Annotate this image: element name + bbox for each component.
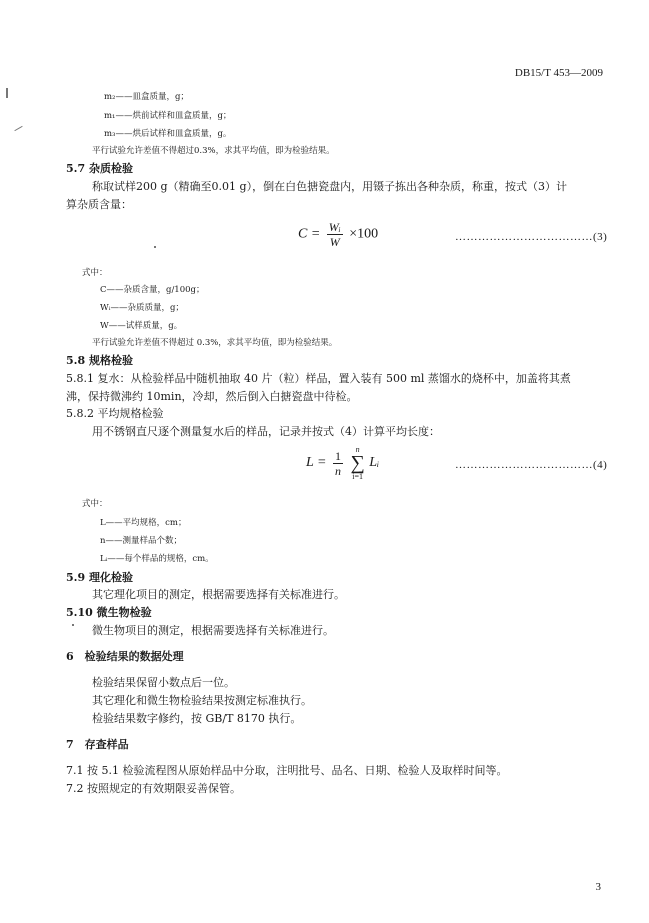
formula-4-term: Lᵢ xyxy=(369,455,380,471)
section-7-heading: 7 存查样品 xyxy=(66,738,129,751)
section-6-text-3: 检验结果数字修约，按 GB/T 8170 执行。 xyxy=(92,712,302,725)
where-label-2: 式中： xyxy=(82,499,108,509)
section-5-8-2-heading: 5.8.2 平均规格检验 xyxy=(66,407,164,420)
definition-li: Lᵢ——每个样品的规格，cm。 xyxy=(100,554,214,564)
section-5-8-1-text-2: 沸，保持微沸约 10min，冷却，然后倒入白搪瓷盘中待检。 xyxy=(66,390,358,403)
section-6-text-2: 其它理化和微生物检验结果按测定标准执行。 xyxy=(92,694,312,707)
scan-speck xyxy=(72,624,74,626)
definition-wi: Wᵢ——杂质质量，g； xyxy=(100,303,184,313)
section-6-text-1: 检验结果保留小数点后一位。 xyxy=(92,676,235,689)
summation-upper-limit: n xyxy=(355,445,360,454)
section-5-10-heading: 5.10 微生物检验 xyxy=(66,606,152,619)
formula-3-numerator: Wᵢ xyxy=(328,220,341,234)
formula-3-fraction xyxy=(327,220,343,249)
section-6-heading: 6 检验结果的数据处理 xyxy=(66,650,184,663)
definition-m1: m₁——烘前试样和皿盒质量，g； xyxy=(104,111,232,121)
definition-n: n——测量样品个数； xyxy=(100,536,182,546)
definition-m3: m₃——烘后试样和皿盒质量，g。 xyxy=(104,129,232,139)
formula-3-rhs: ×100 xyxy=(349,226,379,242)
note-parallel-test-1: 平行试验允许差值不得超过0.3%，求其平均值，即为检验结果。 xyxy=(92,146,335,156)
formula-3-denominator: W xyxy=(329,235,340,249)
formula-4 xyxy=(306,445,379,481)
definition-w: W——试样质量，g。 xyxy=(100,321,183,331)
section-5-7-text-1: 称取试样200 g（精确至0.01 g），倒在白色搪瓷盘内，用镊子拣出各种杂质，称重，按式（3）计 xyxy=(92,180,568,193)
section-5-9-heading: 5.9 理化检验 xyxy=(66,571,133,584)
where-label-1: 式中： xyxy=(82,268,108,278)
section-5-10-text: 微生物项目的测定，根据需要选择有关标准进行。 xyxy=(92,624,334,637)
definition-m2: m₂——皿盒质量，g； xyxy=(104,92,189,102)
scan-speck xyxy=(6,88,8,98)
definition-c: C——杂质含量，g/100g； xyxy=(100,285,205,295)
formula-4-numerator: 1 xyxy=(334,448,341,463)
summation-symbol xyxy=(350,445,364,481)
standard-code: DB15/T 453—2009 xyxy=(514,67,603,79)
note-parallel-test-2: 平行试验允许差值不得超过 0.3%，求其平均值，即为检验结果。 xyxy=(92,338,338,348)
section-5-7-heading: 5.7 杂质检验 xyxy=(66,162,133,175)
formula-3-lhs: C = xyxy=(298,226,321,242)
definition-l: L——平均规格，cm； xyxy=(100,518,187,528)
summation-lower-limit: i=1 xyxy=(352,472,363,481)
section-5-9-text: 其它理化项目的测定，根据需要选择有关标准进行。 xyxy=(92,588,345,601)
equation-number-3: ………………………………(3) xyxy=(455,231,608,243)
formula-4-fraction xyxy=(333,449,343,478)
section-5-8-1-text-1: 5.8.1 复水：从检验样品中随机抽取 40 片（粒）样品，置入装有 500 ml 蒸馏水的烧杯中，加盖将其煮 xyxy=(66,372,571,385)
equation-number-4: ………………………………(4) xyxy=(455,459,608,471)
formula-4-denominator: n xyxy=(334,463,341,478)
scan-speck xyxy=(154,246,156,248)
formula-4-lhs: L = xyxy=(306,455,327,471)
page-number: 3 xyxy=(595,881,601,893)
section-7-2-text: 7.2 按照规定的有效期限妥善保管。 xyxy=(66,782,241,795)
section-5-8-heading: 5.8 规格检验 xyxy=(66,354,133,367)
section-5-7-text-2: 算杂质含量： xyxy=(66,198,132,211)
scan-speck xyxy=(14,126,22,131)
sigma-icon: ∑ xyxy=(350,452,365,474)
formula-3 xyxy=(298,220,378,249)
section-5-8-2-text: 用不锈钢直尺逐个测量复水后的样品，记录并按式（4）计算平均长度： xyxy=(92,425,440,438)
section-7-1-text: 7.1 按 5.1 检验流程图从原始样品中分取，注明批号、品名、日期、检验人及取样时间等。 xyxy=(66,764,508,777)
